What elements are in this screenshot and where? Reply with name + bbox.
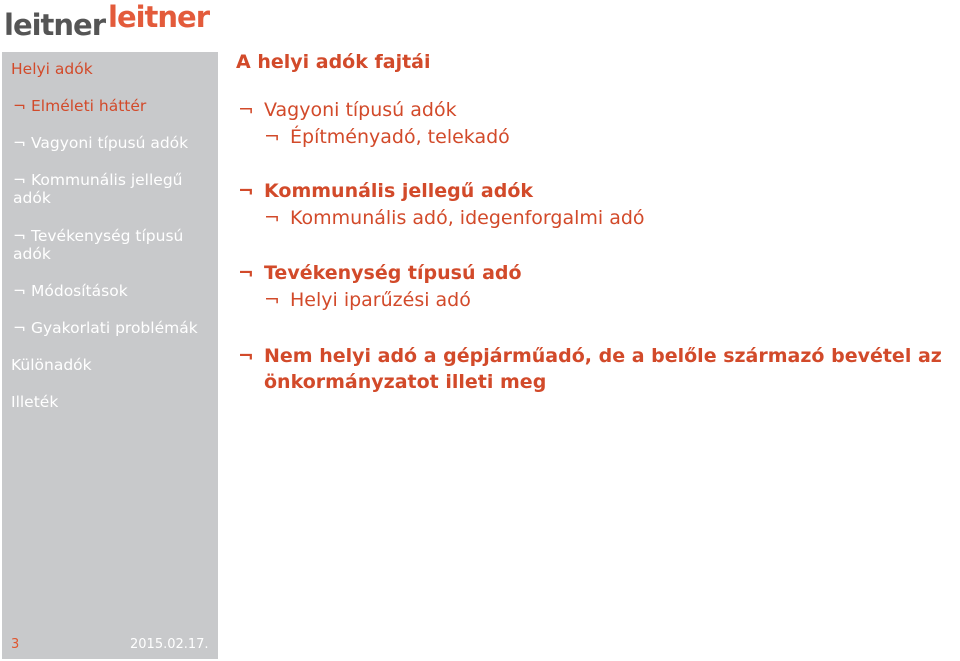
section-subitem-text: Helyi iparűzési adó <box>290 289 471 311</box>
logo-text-red: leitner <box>108 0 210 34</box>
sidebar-item-label: Elméleti háttér <box>31 97 147 115</box>
sidebar-item-label: Vagyoni típusú adók <box>31 134 189 152</box>
sidebar-item-modositasok[interactable] <box>13 282 213 300</box>
section-heading-text: Tevékenység típusú adó <box>264 262 522 284</box>
sidebar-item-label: Tevékenység típusú adók <box>13 227 184 263</box>
logo-text-dark: leitner <box>4 8 106 42</box>
slide-date: 2015.02.17. <box>130 637 209 652</box>
sidebar-item-label: Helyi adók <box>11 60 93 78</box>
sidebar-item-label: Illeték <box>11 393 59 411</box>
bullet-icon: ¬ <box>238 262 254 284</box>
bullet-icon: ¬ <box>13 227 26 245</box>
bullet-icon: ¬ <box>264 126 280 148</box>
bullet-icon: ¬ <box>238 345 254 367</box>
sidebar-item-label: Kommunális jellegű adók <box>13 171 183 207</box>
note <box>238 343 960 393</box>
sidebar <box>2 52 218 659</box>
section-subitem <box>264 289 471 311</box>
sidebar-item-helyi-adok[interactable] <box>11 60 211 78</box>
section-subitem <box>264 126 510 148</box>
bullet-icon: ¬ <box>13 97 26 115</box>
sidebar-item-vagyoni[interactable] <box>13 134 213 152</box>
section-heading-text: Kommunális jellegű adók <box>264 180 534 202</box>
bullet-icon: ¬ <box>13 319 26 337</box>
sidebar-item-tevekenyseg[interactable] <box>13 227 193 263</box>
sidebar-item-label: Módosítások <box>31 282 128 300</box>
bullet-icon: ¬ <box>13 134 26 152</box>
section-heading-text: Vagyoni típusú adók <box>264 99 457 121</box>
section-subitem-text: Építményadó, telekadó <box>290 126 510 148</box>
sidebar-item-label: Gyakorlati problémák <box>31 319 198 337</box>
sidebar-item-kulonadok[interactable] <box>11 356 211 374</box>
bullet-icon: ¬ <box>264 207 280 229</box>
sidebar-item-label: Különadók <box>11 356 92 374</box>
sidebar-item-kommunalis[interactable] <box>13 171 193 207</box>
slide-title: A helyi adók fajtái <box>236 51 431 73</box>
bullet-icon: ¬ <box>13 282 26 300</box>
sidebar-item-illetek[interactable] <box>11 393 211 411</box>
bullet-icon: ¬ <box>238 180 254 202</box>
note-text: Nem helyi adó a gépjárműadó, de a belőle származó bevétel az önkormányzatot illeti meg <box>264 345 942 393</box>
section-heading <box>238 262 522 284</box>
section-heading <box>238 180 533 202</box>
bullet-icon: ¬ <box>264 289 280 311</box>
bullet-icon: ¬ <box>238 99 254 121</box>
page-number: 3 <box>11 637 20 652</box>
bullet-icon: ¬ <box>13 171 26 189</box>
sidebar-item-elmeleti-hatter[interactable] <box>13 97 213 115</box>
section-subitem-text: Kommunális adó, idegenforgalmi adó <box>290 207 645 229</box>
section-subitem <box>264 207 645 229</box>
sidebar-item-gyakorlati[interactable] <box>13 319 213 337</box>
section-heading <box>238 99 457 121</box>
